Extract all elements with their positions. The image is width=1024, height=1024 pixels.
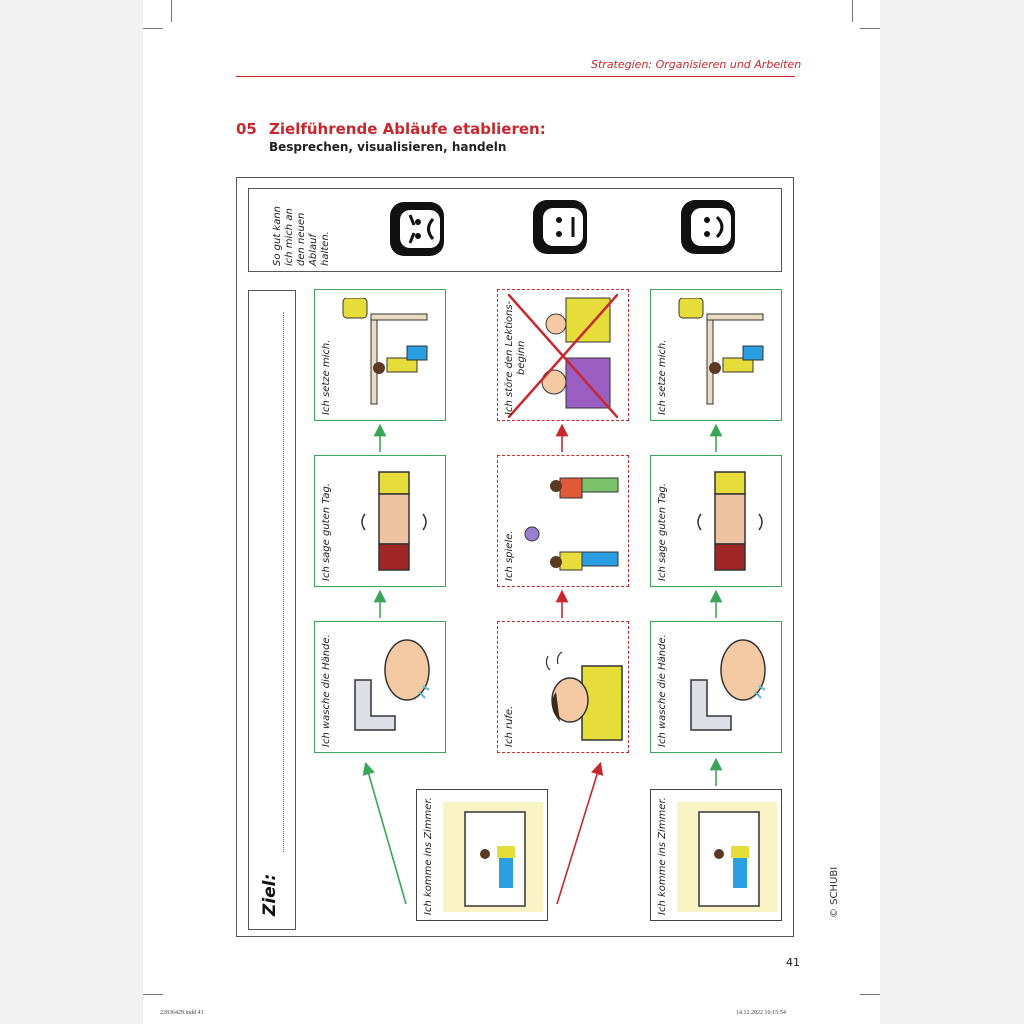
section-subtitle: Besprechen, visualisieren, handeln <box>269 140 507 154</box>
copyright <box>822 867 841 918</box>
print-slug-right: 14.12.2022 10:15:54 <box>736 1010 786 1016</box>
card-label: Ich wasche die Hände. <box>657 634 668 747</box>
card-label-line: Ich störe den Lektions- <box>504 300 515 415</box>
green-arrows <box>367 430 716 904</box>
print-slug-left: 22836429.indd 41 <box>160 1010 204 1016</box>
card-label: Ich setze mich. <box>321 339 332 415</box>
card-label: Ich komme ins Zimmer. <box>657 797 668 915</box>
card-label: Ich rufe. <box>504 705 515 747</box>
card-label: Ich wasche die Hände. <box>321 634 332 747</box>
red-arrows <box>557 430 599 904</box>
card-label: Ich setze mich. <box>657 339 668 415</box>
card-label-line: beginn <box>516 340 527 375</box>
copyright-text: © SCHUBI <box>829 866 840 918</box>
card-label: Ich komme ins Zimmer. <box>423 797 434 915</box>
arrow-up <box>367 768 406 904</box>
rating-label-line: halten. <box>320 231 331 266</box>
arrow-up <box>557 768 599 904</box>
rating-label-line: Ablauf <box>308 234 319 266</box>
goal-label: Ziel: <box>260 873 280 916</box>
card-label: Ich spiele. <box>504 530 515 581</box>
rating-label-line: den neuen <box>296 212 307 266</box>
rating-label-line: So gut kann <box>272 205 283 266</box>
card-label: Ich sage guten Tag. <box>657 483 668 581</box>
section-number: 05 <box>236 120 257 138</box>
card-label: Ich sage guten Tag. <box>321 483 332 581</box>
running-header: Strategien: Organisieren und Arbeiten <box>591 58 802 71</box>
page-number: 41 <box>786 956 800 969</box>
section-title: Zielführende Abläufe etablieren: <box>269 120 546 138</box>
rating-label-line: ich mich an <box>284 208 295 266</box>
